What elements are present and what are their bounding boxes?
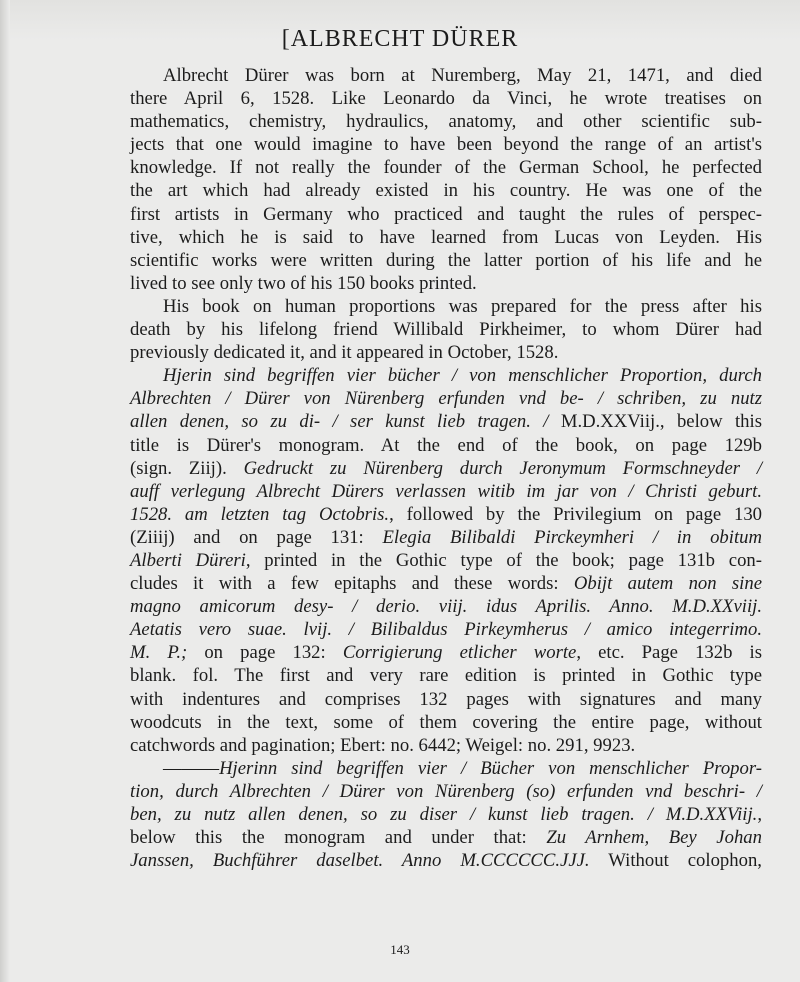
- text-line: [130, 503, 762, 526]
- text-line: blank. fol. The first and very rare edition is printed in Gothic type: [130, 665, 762, 687]
- roman-text: , etc. Page 132b is: [576, 642, 762, 664]
- text-line: there April 6, 1528. Like Leonardo da Vinci, he wrote treatises on: [130, 88, 762, 110]
- text-line: [130, 364, 762, 387]
- text-line: [130, 803, 762, 826]
- text-line: Albrecht Dürer was born at Nuremberg, May 21, 1471, and died: [163, 65, 762, 86]
- paragraph-3: [130, 364, 762, 757]
- roman-text: , printed in the Gothic type of the book; page 131b con-: [245, 549, 762, 571]
- text-line: tive, which he is said to have learned from Lucas von Leyden. His: [130, 226, 762, 248]
- roman-text: cludes it with a few epitaphs and these words:: [130, 573, 574, 595]
- text-line: death by his lifelong friend Willibald Pirkheimer, to whom Dürer had: [130, 319, 762, 341]
- italic-colophon: 1528. am letzten tag Octobris.: [130, 503, 390, 525]
- paragraph-2: [130, 295, 762, 364]
- italic-title: Albrechten / Dürer von Nürenberg erfunden vnd be- / schriben, zu nutz: [130, 388, 762, 410]
- italic-title: allen denen, so zu di- / ser kunst lieb tragen. /: [130, 411, 549, 433]
- roman-text: on page 132:: [187, 642, 343, 664]
- text-line: mathematics, chemistry, hydraulics, anatomy, and other scientific sub-: [130, 111, 762, 133]
- italic-title: ben, zu nutz allen denen, so zu diser / kunst lieb tragen. / M.D.XXViij.: [130, 804, 758, 825]
- text-line: [130, 410, 762, 433]
- italic-title: Hjerin sind begriffen vier bücher / von menschlicher Proportion, durch: [163, 365, 762, 387]
- page-number: 143: [390, 942, 410, 957]
- roman-text: (Ziiij) and on page 131:: [130, 526, 383, 548]
- italic-epitaph: Aetatis vero suae. lvij. / Bilibaldus Pirkeymherus / amico integerrimo.: [130, 619, 762, 641]
- text-line: [130, 526, 762, 549]
- text-line: [130, 572, 762, 595]
- text-line: jects that one would imagine to have been beyond the range of an artist's: [130, 134, 762, 156]
- italic-imprint: Zu Arnhem, Bey Johan: [546, 827, 762, 849]
- roman-text: ,: [757, 804, 762, 825]
- text-line: previously dedicated it, and it appeared in October, 1528.: [130, 342, 559, 364]
- italic-imprint: Janssen, Buchführer daselbet. Anno M.CCCCCC.JJJ.: [130, 850, 590, 872]
- binding-shadow: [0, 0, 10, 982]
- body-text: [130, 64, 762, 872]
- italic-elegia: Alberti Düreri: [130, 549, 246, 571]
- text-line: with indentures and comprises 132 pages with signatures and many: [130, 688, 762, 710]
- text-line: knowledge. If not really the founder of the German School, he perfected: [130, 157, 762, 179]
- paragraph-4: [130, 757, 762, 872]
- italic-title: Hjerinn sind begriffen vier / Bücher von menschlicher Propor-: [219, 757, 762, 779]
- paragraph-1: [130, 64, 762, 295]
- italic-title: tion, durch Albrechten / Dürer von Nürenberg (so) erfunden vnd beschri- /: [130, 780, 762, 802]
- italic-colophon: auff verlegung Albrecht Dürers verlassen witib im jar von / Christi geburt.: [130, 480, 762, 502]
- page-title: [ALBRECHT DÜRER: [281, 26, 519, 52]
- em-dash: ———: [163, 757, 220, 779]
- text-line: [130, 826, 762, 849]
- text-line: [130, 595, 762, 618]
- text-line: [130, 641, 762, 664]
- italic-epitaph: M. P.;: [130, 642, 188, 664]
- text-line: woodcuts in the text, some of them covering the entire page, without: [130, 711, 762, 733]
- roman-text: M.D.XXViij., below this: [548, 411, 762, 433]
- italic-colophon: Gedruckt zu Nürenberg durch Jeronymum Formschneyder /: [243, 457, 763, 479]
- text-line: His book on human proportions was prepared for the press after his: [163, 295, 762, 317]
- text-line: [130, 757, 762, 780]
- italic-elegia: Elegia Bilibaldi Pirckeymheri / in obitum: [382, 526, 762, 548]
- text-line: [130, 480, 762, 503]
- roman-text: below this the monogram and under that:: [130, 827, 547, 849]
- text-line: [130, 457, 762, 480]
- text-line: title is Dürer's monogram. At the end of the book, on page 129b: [130, 434, 762, 456]
- text-line: [130, 849, 762, 872]
- text-line: the art which had already existed in his country. He was one of the: [130, 180, 762, 202]
- text-line: [130, 780, 762, 803]
- text-line: catchwords and pagination; Ebert: no. 6442; Weigel: no. 291, 9923.: [130, 734, 636, 756]
- text-line: first artists in Germany who practiced and taught the rules of perspec-: [130, 203, 762, 225]
- roman-text: , followed by the Privilegium on page 130: [389, 503, 763, 525]
- text-line: [130, 549, 762, 572]
- text-line: scientific works were written during the latter portion of his life and he: [130, 249, 762, 271]
- roman-text: Without colophon,: [589, 850, 762, 872]
- italic-corrigierung: Corrigierung etlicher worte: [342, 642, 577, 664]
- italic-epitaph: magno amicorum desy- / derio. viij. idus Aprilis. Anno. M.D.XXviij.: [130, 596, 762, 618]
- roman-text: (sign. Ziij).: [130, 457, 244, 479]
- text-line: lived to see only two of his 150 books printed.: [130, 272, 477, 294]
- text-line: [130, 387, 762, 410]
- italic-epitaph: Obijt autem non sine: [573, 573, 763, 595]
- text-line: [130, 618, 762, 641]
